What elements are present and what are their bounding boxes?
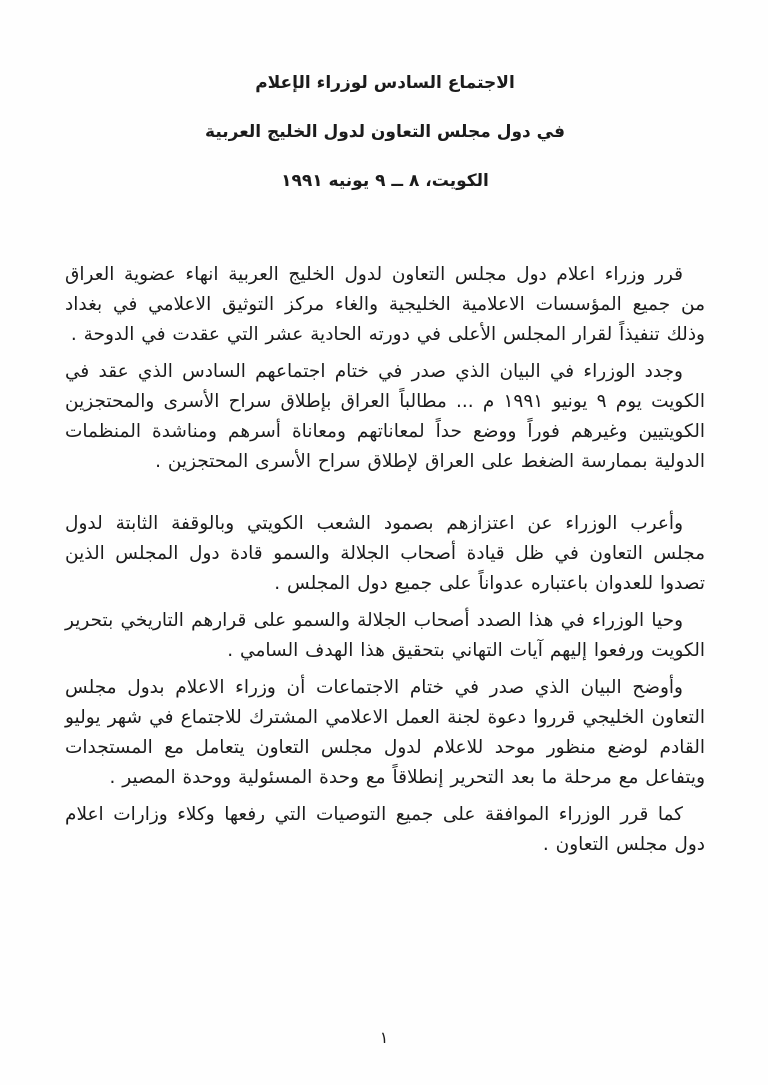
paragraph-recommendations-approval: كما قرر الوزراء الموافقة على جميع التوصيات التي رفعها وكلاء وزارات اعلام دول مجلس التعاون . bbox=[65, 804, 705, 855]
paragraph-liberation-greeting: وحيا الوزراء في هذا الصدد أصحاب الجلالة والسمو على قرارهم التاريخي بتحرير الكويت ورفعوا إليهم آيات التهاني بتحقيق هذا الهدف السامي . bbox=[65, 610, 705, 661]
title-block bbox=[65, 72, 705, 192]
paragraph-media-committee: وأوضح البيان الذي صدر في ختام الاجتماعات أن وزراء الاعلام بدول مجلس التعاون الخليجي قرروا دعوة لجنة العمل الاعلامي المشترك للاجتماع في شهر يوليو القادم لوضع منظور موحد للاعلام لدول مجلس التعاون يتعامل مع المستجدات ويتفاعل مع مرحلة ما بعد التحرير إنطلاقاً مع وحدة المسئولية ووحدة المصير . bbox=[65, 677, 705, 788]
title-line-3-date: الكويت، ٨ ــ ٩ يونيه ١٩٩١ bbox=[281, 171, 489, 191]
title-line-2: في دول مجلس التعاون لدول الخليج العربية bbox=[205, 122, 565, 142]
document-body bbox=[65, 260, 705, 860]
title-line-1: الاجتماع السادس لوزراء الإعلام bbox=[255, 73, 515, 93]
page-number: ١ bbox=[379, 1028, 389, 1047]
paragraph-steadfastness: وأعرب الوزراء عن اعتزازهم بصمود الشعب الكويتي وبالوقفة الثابتة لدول مجلس التعاون في ظل قيادة أصحاب الجلالة والسمو قادة دول المجلس الذين تصدوا للعدوان باعتباره عدواناً على جميع دول المجلس . bbox=[65, 513, 705, 594]
paragraph-prisoners-demand: وجدد الوزراء في البيان الذي صدر في ختام اجتماعهم السادس الذي عقد في الكويت يوم ٩ يونيو ١٩٩١ م ... مطالباً العراق بإطلاق سراح الأسرى والمحتجزين الكويتيين وغيرهم فوراً ووضع حداً لمعاناتهم ومعاناة أسرهم ومناشدة المنظمات الدولية بممارسة الضغط على العراق لإطلاق سراح الأسرى المحتجزين . bbox=[65, 361, 705, 472]
document-content bbox=[65, 72, 705, 867]
paragraph-membership-termination: قرر وزراء اعلام دول مجلس التعاون لدول الخليج العربية انهاء عضوية العراق من جميع المؤسسات الاعلامية الخليجية والغاء مركز التوثيق الاعلامي في بغداد وذلك تنفيذاً لقرار المجلس الأعلى في دورته الحادية عشر التي عقدت في الدوحة . bbox=[65, 264, 705, 345]
